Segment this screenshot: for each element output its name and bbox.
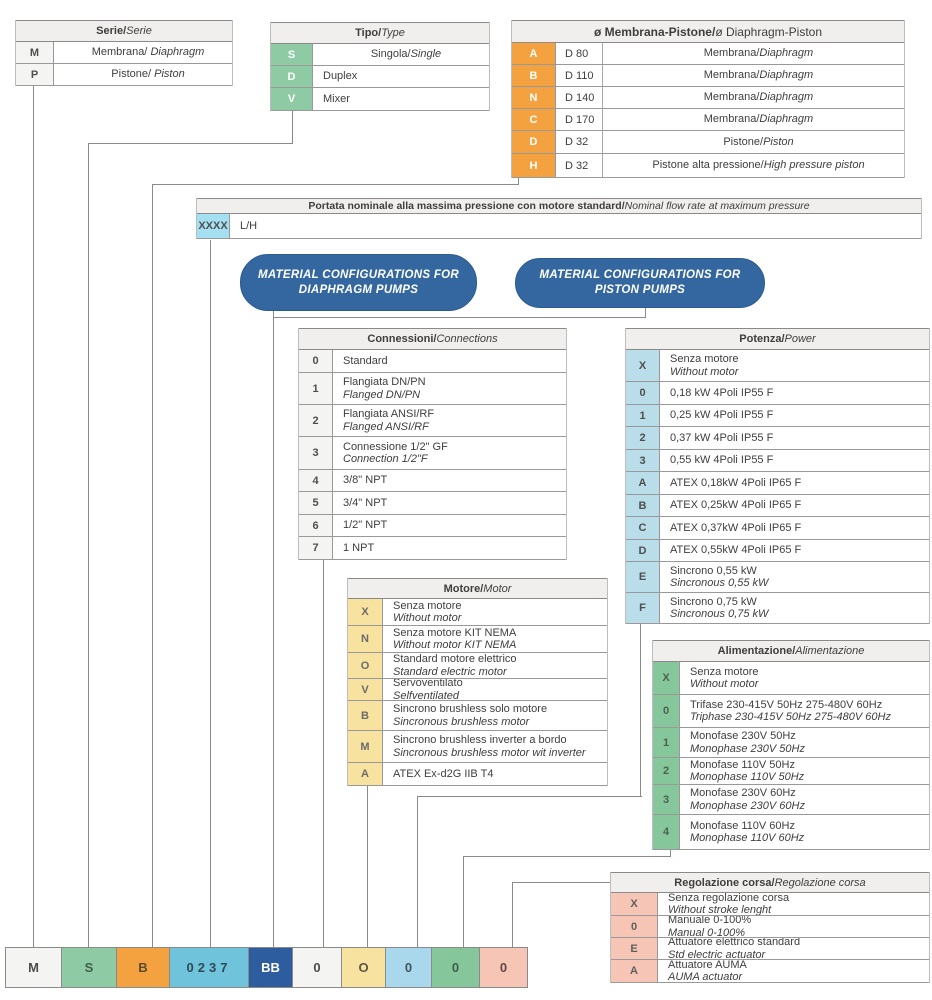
description-cell — [333, 350, 566, 372]
description-cell — [660, 427, 929, 449]
description-cell — [333, 537, 566, 559]
code-cell: X — [653, 662, 680, 694]
code-cell: 3 — [626, 450, 660, 471]
code-cell: B — [626, 495, 660, 516]
example-code-cell: M — [5, 947, 62, 988]
description-it: Membrana/ — [703, 69, 760, 82]
code-cell: 3 — [299, 437, 333, 469]
description-it: ATEX 0,25kW 4Poli IP65 F — [670, 499, 802, 512]
description-en: Single — [410, 48, 442, 61]
description-it: ATEX 0,37kW 4Poli IP65 F — [670, 521, 802, 534]
description-en: Without stroke lenght — [668, 904, 772, 915]
description-cell — [313, 44, 489, 65]
code-cell: 1 — [653, 728, 680, 757]
description-cell — [603, 87, 904, 108]
example-code-cell: 0 — [479, 947, 528, 988]
connector-line — [417, 796, 418, 947]
description-en: High pressure piston — [763, 159, 865, 172]
table-connections — [298, 328, 567, 560]
description-en: Without motor — [393, 612, 462, 624]
table-header — [299, 328, 566, 350]
table-row — [626, 593, 929, 624]
size-cell: D 80 — [556, 43, 603, 64]
connector-line — [88, 143, 89, 947]
table-row — [512, 154, 904, 178]
description-it: Monofase 110V 60Hz — [690, 819, 795, 832]
description-it: Membrana/ — [703, 113, 760, 126]
description-cell — [383, 626, 607, 652]
description-en: Sincronous brushless motor wit inverter — [393, 746, 586, 759]
table-row — [299, 437, 566, 470]
description-cell — [660, 350, 929, 381]
connector-line — [512, 882, 513, 947]
table-row — [653, 785, 929, 815]
code-cell: X — [348, 599, 383, 625]
code-cell: 2 — [626, 427, 660, 449]
description-en: Without motor — [670, 365, 739, 378]
table-row — [348, 731, 607, 763]
code-cell: N — [512, 87, 556, 108]
table-title-it: ø Membrana-Pistone/ — [593, 24, 716, 39]
description-en: Diaphragm — [150, 46, 205, 59]
code-cell: B — [512, 65, 556, 86]
connector-line — [273, 310, 274, 947]
description-it: Flangiata ANSI/RF — [343, 408, 435, 421]
table-row — [299, 405, 566, 437]
example-code-cell: B — [116, 947, 170, 988]
description-en: Diaphragm — [759, 91, 814, 104]
code-cell: 0 — [626, 382, 660, 404]
description-it: Trifase 230-415V 50Hz 275-480V 60Hz — [690, 698, 883, 711]
description-en: Manual 0-100% — [668, 926, 746, 937]
description-cell — [660, 540, 929, 561]
table-row — [611, 916, 929, 938]
description-it: ATEX 0,18kW 4Poli IP65 F — [670, 476, 802, 489]
description-cell — [333, 373, 566, 404]
description-cell — [383, 599, 607, 625]
example-code-cell: 0 — [431, 947, 480, 988]
table-title-it: Regolazione corsa/ — [674, 876, 775, 889]
description-cell — [680, 662, 929, 694]
table-row — [611, 938, 929, 960]
description-cell — [54, 42, 232, 63]
code-cell: F — [626, 593, 660, 623]
description-it: Attuatore AUMA — [668, 960, 747, 971]
description-en: Diaphragm — [759, 47, 814, 60]
table-title-en: Type — [381, 27, 405, 39]
table-row — [611, 960, 929, 983]
size-cell: D 32 — [556, 131, 603, 153]
table-row — [626, 472, 929, 495]
description-en: Sincronous 0,75 kW — [670, 608, 769, 620]
table-motor — [347, 578, 608, 786]
description-en: Flanged DN/PN — [343, 388, 421, 401]
code-cell: 4 — [299, 470, 333, 491]
description-cell — [383, 653, 607, 678]
description-it: Sincrono 0,75 kW — [670, 595, 757, 608]
table-header — [348, 578, 607, 599]
table-row — [197, 214, 921, 239]
description-cell — [658, 938, 929, 959]
table-row — [626, 562, 929, 593]
description-en: Sincronous brushless motor — [393, 715, 530, 728]
description-en: Monophase 110V 50Hz — [690, 771, 805, 783]
code-cell: N — [348, 626, 383, 652]
table-row — [626, 517, 929, 540]
table-row — [299, 350, 566, 373]
table-title-en: ø Diaphragm-Piston — [715, 24, 823, 39]
description-en: Selfventilated — [393, 689, 460, 700]
description-it: Membrana/ — [703, 47, 760, 60]
table-row — [299, 373, 566, 405]
description-cell — [333, 492, 566, 514]
connector-line — [417, 796, 642, 797]
code-cell: 3 — [653, 785, 680, 814]
code-cell: X — [611, 893, 658, 915]
table-row — [611, 893, 929, 916]
table-title-it: Potenza/ — [739, 333, 785, 345]
size-cell: D 170 — [556, 109, 603, 130]
connector-line — [292, 110, 293, 144]
description-en: Monophase 230V 60Hz — [690, 799, 805, 812]
table-title-it: Alimentazione/ — [717, 645, 796, 657]
description-it: Sincrono brushless solo motore — [393, 703, 548, 716]
description-en: Without motor — [690, 678, 759, 690]
description-it: Attuatore elettrico standard — [668, 938, 801, 949]
table-header — [626, 328, 929, 350]
description-cell — [660, 517, 929, 539]
connector-line — [88, 143, 293, 144]
description-en: Connection 1/2"F — [343, 453, 428, 465]
connector-line — [210, 240, 211, 947]
code-cell: A — [626, 472, 660, 494]
table-row — [626, 382, 929, 405]
description-en: Monophase 110V 60Hz — [690, 832, 805, 844]
description-cell — [658, 893, 929, 915]
description-cell — [680, 785, 929, 814]
material-config-piston-box: MATERIAL CONFIGURATIONS FOR PISTON PUMPS — [515, 258, 765, 308]
description-it: Standard — [343, 354, 388, 367]
description-en: Without motor KIT NEMA — [393, 639, 517, 651]
description-cell — [658, 960, 929, 982]
table-header — [653, 640, 929, 662]
table-title-en: Power — [784, 333, 816, 345]
description-it: Senza regolazione corsa — [668, 893, 790, 904]
table-row — [299, 492, 566, 515]
size-cell: D 110 — [556, 65, 603, 86]
connector-line — [323, 560, 324, 947]
description-cell — [603, 154, 904, 177]
example-code-cell: O — [341, 947, 386, 988]
description-cell — [658, 916, 929, 937]
description-it: ATEX Ex-d2G IIB T4 — [393, 767, 494, 780]
size-cell: D 32 — [556, 154, 603, 177]
code-cell: 7 — [299, 537, 333, 559]
table-title-en: Motor — [483, 582, 512, 595]
table-title-en: Nominal flow rate at maximum pressure — [624, 200, 810, 212]
table-row — [653, 815, 929, 850]
example-code-cell: BB — [248, 947, 293, 988]
table-row — [348, 599, 607, 626]
connector-line — [463, 856, 464, 947]
description-it: 3/4" NPT — [343, 496, 388, 509]
table-stroke-adjustment — [610, 872, 930, 983]
code-cell: M — [348, 731, 383, 762]
code-cell: S — [271, 44, 313, 65]
table-title-it: Connessioni/ — [367, 333, 437, 345]
description-cell — [383, 763, 607, 785]
table-title-en: Connections — [436, 333, 498, 345]
description-cell — [333, 515, 566, 536]
description-it: Manuale 0-100% — [668, 916, 752, 927]
table-diaphragm-piston-diameter — [511, 20, 905, 178]
code-cell: M — [16, 42, 54, 63]
description-cell — [313, 66, 489, 87]
description-cell — [680, 815, 929, 849]
table-row — [348, 679, 607, 701]
description-cell — [603, 43, 904, 64]
table-title-it: Serie/ — [96, 25, 127, 37]
code-cell: D — [626, 540, 660, 561]
connector-line — [640, 624, 641, 796]
code-cell: V — [271, 88, 313, 110]
description-en: Diaphragm — [759, 113, 814, 126]
description-en: Standard electric motor — [393, 665, 507, 678]
description-it: Sincrono 0,55 kW — [670, 564, 757, 577]
material-config-diaphragm-box: MATERIAL CONFIGURATIONS FOR DIAPHRAGM PUMPS — [240, 254, 477, 311]
description-en: Piston — [154, 68, 185, 81]
code-cell: B — [348, 701, 383, 730]
code-cell: D — [271, 66, 313, 87]
code-cell: O — [348, 653, 383, 678]
description-en: Std electric actuator — [668, 948, 766, 959]
description-it: L/H — [240, 219, 258, 232]
code-cell: P — [16, 64, 54, 85]
table-row — [299, 537, 566, 560]
code-cell: X — [626, 350, 660, 381]
code-cell: XXXX — [197, 214, 230, 238]
table-row — [626, 350, 929, 382]
example-code-cell: 0 — [385, 947, 432, 988]
description-en: Piston — [763, 135, 794, 148]
table-row — [626, 450, 929, 472]
code-cell: 5 — [299, 492, 333, 514]
example-code-cell: 0 — [292, 947, 342, 988]
description-cell — [660, 382, 929, 404]
description-cell — [680, 695, 929, 727]
description-it: ATEX 0,55kW 4Poli IP65 F — [670, 544, 802, 557]
table-title-it: Portata nominale alla massima pressione con motore standard/ — [308, 200, 625, 212]
code-cell: V — [348, 679, 383, 700]
table-header — [197, 198, 921, 214]
description-cell — [660, 495, 929, 516]
code-cell: 1 — [299, 373, 333, 404]
description-it: Pistone alta pressione/ — [652, 159, 764, 172]
code-cell: E — [626, 562, 660, 592]
table-row — [348, 701, 607, 731]
code-cell: E — [611, 938, 658, 959]
description-it: Monofase 110V 50Hz — [690, 758, 795, 771]
description-it: Servoventilato — [393, 679, 463, 690]
table-row — [626, 495, 929, 517]
connector-line — [152, 184, 519, 185]
description-en: Triphase 230-415V 50Hz 275-480V 60Hz — [690, 711, 891, 723]
description-cell — [660, 472, 929, 494]
table-power-supply — [652, 640, 930, 850]
code-cell: 0 — [611, 916, 658, 937]
code-cell: C — [512, 109, 556, 130]
table-row — [348, 763, 607, 786]
table-row — [512, 87, 904, 109]
size-cell: D 140 — [556, 87, 603, 108]
table-title-en: Regolazione corsa — [774, 876, 866, 889]
table-row — [299, 470, 566, 492]
description-it: 0,37 kW 4Poli IP55 F — [670, 431, 774, 444]
description-it: Connessione 1/2" GF — [343, 440, 448, 453]
description-cell — [660, 562, 929, 592]
description-cell — [383, 731, 607, 762]
table-row — [271, 88, 489, 111]
description-it: Senza motore KIT NEMA — [393, 626, 517, 639]
code-cell: H — [512, 154, 556, 177]
code-cell: A — [611, 960, 658, 982]
table-power — [625, 328, 930, 624]
table-row — [653, 758, 929, 785]
table-title-en: Alimentazione — [795, 645, 865, 657]
description-cell — [603, 65, 904, 86]
connector-line — [273, 317, 646, 318]
description-cell — [603, 131, 904, 153]
description-it: Membrana/ — [703, 91, 760, 104]
table-row — [626, 405, 929, 427]
description-it: 0,18 kW 4Poli IP55 F — [670, 386, 774, 399]
description-it: Senza motore — [393, 599, 462, 612]
table-title-it: Tipo/ — [355, 27, 382, 39]
table-row — [512, 43, 904, 65]
code-cell: A — [348, 763, 383, 785]
code-cell: D — [512, 131, 556, 153]
description-it: Singola/ — [370, 48, 411, 61]
description-it: Pistone/ — [723, 135, 764, 148]
description-en: Flanged ANSI/RF — [343, 420, 429, 433]
table-title-it: Motore/ — [443, 582, 484, 595]
description-cell — [680, 758, 929, 784]
description-it: Senza motore — [690, 665, 759, 678]
code-cell: 2 — [653, 758, 680, 784]
connector-line — [463, 856, 671, 857]
description-it: Senza motore — [670, 353, 739, 366]
description-cell — [313, 88, 489, 110]
description-it: Flangiata DN/PN — [343, 376, 426, 389]
connector-line — [33, 86, 34, 947]
table-row — [512, 131, 904, 154]
code-cell: A — [512, 43, 556, 64]
connector-line — [367, 786, 368, 947]
description-it: Monofase 230V 60Hz — [690, 787, 796, 800]
table-row — [16, 64, 232, 86]
example-code-cell: S — [61, 947, 117, 988]
description-it: 0,55 kW 4Poli IP55 F — [670, 454, 774, 467]
connector-line — [152, 184, 153, 947]
description-it: Mixer — [323, 92, 350, 105]
description-cell — [333, 437, 566, 469]
table-row — [512, 65, 904, 87]
example-code-cell: 0237 — [169, 947, 249, 988]
description-it: Standard motore elettrico — [393, 653, 517, 666]
table-nominal-flow-rate — [196, 198, 922, 239]
description-en: Diaphragm — [759, 69, 814, 82]
description-cell — [333, 405, 566, 436]
code-cell: C — [626, 517, 660, 539]
description-it: Pistone/ — [111, 68, 155, 81]
code-cell: 0 — [653, 695, 680, 727]
table-row — [348, 653, 607, 679]
description-it: 1/2" NPT — [343, 519, 388, 532]
connector-line — [512, 882, 611, 883]
description-cell — [333, 470, 566, 491]
description-cell — [383, 701, 607, 730]
table-row — [626, 427, 929, 450]
description-cell — [54, 64, 232, 85]
table-row — [512, 109, 904, 131]
table-row — [16, 42, 232, 64]
table-row — [653, 728, 929, 758]
table-row — [348, 626, 607, 653]
code-cell: 0 — [299, 350, 333, 372]
description-en: Monophase 230V 50Hz — [690, 742, 805, 755]
description-cell — [660, 450, 929, 471]
description-cell — [660, 593, 929, 623]
description-en: AUMA actuator — [668, 971, 743, 982]
description-it: Duplex — [323, 70, 358, 83]
table-header — [271, 22, 489, 44]
description-it: 3/8" NPT — [343, 474, 388, 487]
code-cell: 6 — [299, 515, 333, 536]
table-serie — [15, 20, 233, 86]
description-cell — [680, 728, 929, 757]
description-it: Monofase 230V 50Hz — [690, 730, 796, 743]
description-it: Sincrono brushless inverter a bordo — [393, 734, 567, 747]
table-row — [626, 540, 929, 562]
table-title-en: Serie — [126, 25, 152, 37]
description-it: 0,25 kW 4Poli IP55 F — [670, 409, 774, 422]
table-tipo — [270, 22, 490, 111]
description-en: Sincronous 0,55 kW — [670, 577, 769, 589]
code-cell: 4 — [653, 815, 680, 849]
code-cell: 2 — [299, 405, 333, 436]
table-row — [653, 695, 929, 728]
table-header — [16, 20, 232, 42]
description-cell — [230, 214, 921, 238]
code-cell: 1 — [626, 405, 660, 426]
description-cell — [383, 679, 607, 700]
table-row — [271, 66, 489, 88]
description-it: Membrana/ — [91, 46, 151, 59]
description-it: 1 NPT — [343, 541, 375, 554]
table-row — [271, 44, 489, 66]
table-row — [653, 662, 929, 695]
table-row — [299, 515, 566, 537]
table-header — [512, 20, 904, 43]
description-cell — [603, 109, 904, 130]
table-header — [611, 872, 929, 893]
description-cell — [660, 405, 929, 426]
